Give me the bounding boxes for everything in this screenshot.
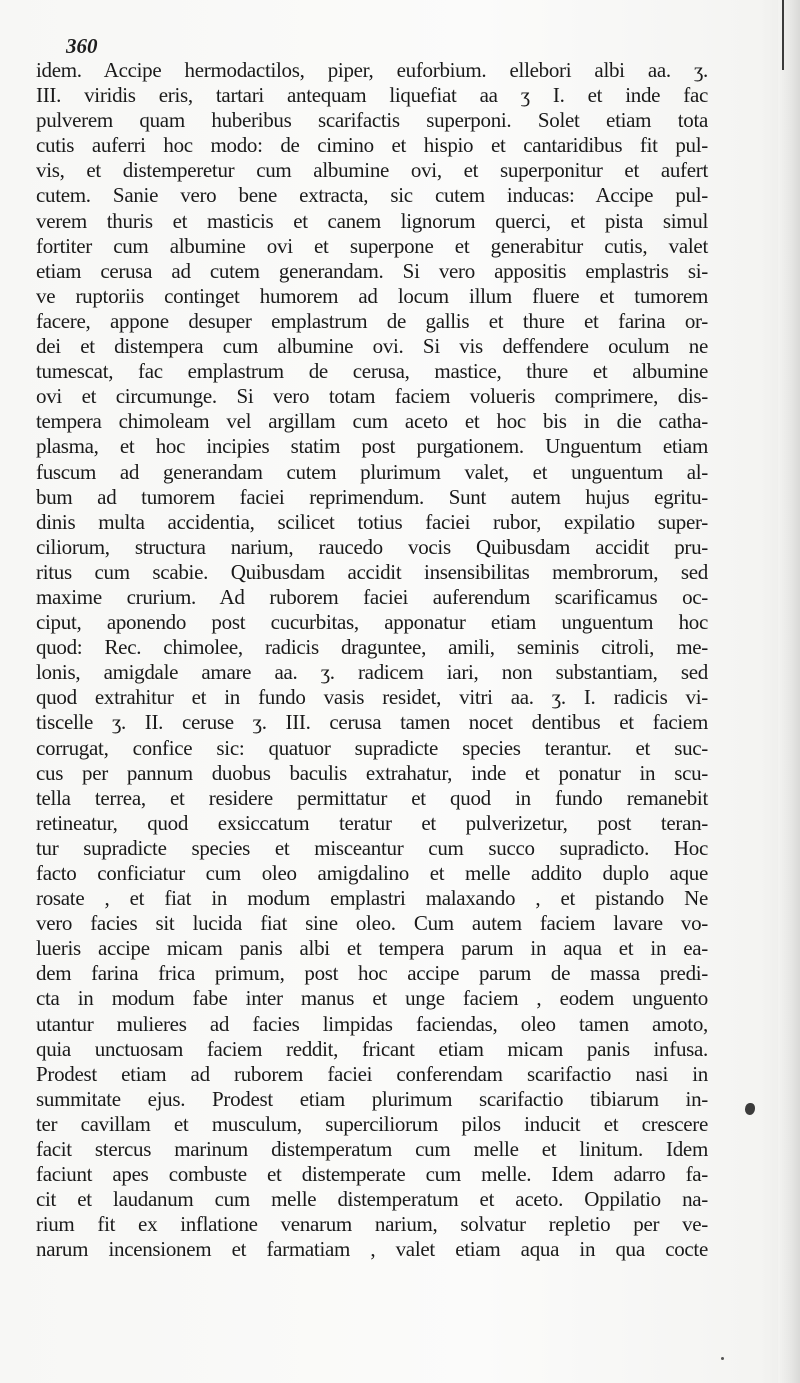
text-line: Prodest etiam ad ruborem faciei conferendam scarifactio nasi in <box>36 1061 708 1086</box>
text-line: cta in modum fabe inter manus et unge faciem , eodem unguento <box>36 986 708 1011</box>
gutter-line <box>782 0 784 70</box>
text-line: fortiter cum albumine ovi et superpone et generabitur cutis, valet <box>36 233 708 258</box>
text-line: ve ruptoriis continget humorem ad locum illum fluere et tumorem <box>36 283 708 308</box>
text-line: plasma, et hoc incipies statim post purgationem. Unguentum etiam <box>36 434 708 459</box>
text-line: verem thuris et masticis et canem lignorum querci, et pista simul <box>36 208 708 233</box>
text-line: bum ad tumorem faciei reprimendum. Sunt autem hujus egritu- <box>36 484 708 509</box>
text-line: cutem. Sanie vero bene extracta, sic cutem inducas: Accipe pul- <box>36 183 708 208</box>
text-line: tella terrea, et residere permittatur et quod in fundo remanebit <box>36 785 708 810</box>
text-line: maxime crurium. Ad ruborem faciei auferendum scarificamus oc- <box>36 584 708 609</box>
text-line: retineatur, quod exsiccatum teratur et pulverizetur, post teran- <box>36 810 708 835</box>
text-line: ciliorum, structura narium, raucedo vocis Quibusdam accidit pru- <box>36 534 708 559</box>
text-line: faciunt apes combuste et distemperate cum melle. Idem adarro fa- <box>36 1162 708 1187</box>
text-line: quia unctuosam faciem reddit, fricant etiam micam panis infusa. <box>36 1036 708 1061</box>
body-text <box>36 58 708 1263</box>
text-line: vis, et distemperetur cum albumine ovi, et superponitur et aufert <box>36 158 708 183</box>
text-line: facto conficiatur cum oleo amigdalino et melle addito duplo aque <box>36 861 708 885</box>
text-line: dei et distempera cum albumine ovi. Si vis deffendere oculum ne <box>36 334 708 359</box>
text-line: summitate ejus. Prodest etiam plurimum scarifactio tibiarum in- <box>36 1086 708 1111</box>
text-line: cus per pannum duobus baculis extrahatur, inde et ponatur in scu- <box>36 760 708 785</box>
text-line: idem. Accipe hermodactilos, piper, euforbium. ellebori albi aa. ʒ. <box>36 58 708 82</box>
text-line: quod extrahitur et in fundo vasis residet, vitri aa. ʒ. I. radicis vi- <box>36 685 708 710</box>
text-line: quod: Rec. chimolee, radicis draguntee, amili, seminis citroli, me- <box>36 635 708 660</box>
ink-speck-mark <box>721 1357 724 1360</box>
text-line: dem farina frica primum, post hoc accipe parum de massa predi- <box>36 961 708 986</box>
page-gutter-shadow <box>778 0 800 1383</box>
text-line: tempera chimoleam vel argillam cum aceto et hoc bis in die catha- <box>36 409 708 434</box>
text-line: etiam cerusa ad cutem generandam. Si vero appositis emplastris si- <box>36 258 708 283</box>
text-line: tumescat, fac emplastrum de cerusa, mastice, thure et albumine <box>36 359 708 384</box>
text-line: lonis, amigdale amare aa. ʒ. radicem iari, non substantiam, sed <box>36 660 708 685</box>
text-line: cutis auferri hoc modo: de cimino et hispio et cantaridibus fit pul- <box>36 133 708 158</box>
text-line: ovi et circumunge. Si vero totam faciem volueris comprimere, dis- <box>36 384 708 409</box>
text-line: tiscelle ʒ. II. ceruse ʒ. III. cerusa tamen nocet dentibus et faciem <box>36 710 708 735</box>
text-line: vero facies sit lucida fiat sine oleo. Cum autem faciem lavare vo- <box>36 911 708 936</box>
text-line: lueris accipe micam panis albi et tempera parum in aqua et in ea- <box>36 936 708 961</box>
ink-blot-mark <box>745 1103 755 1115</box>
text-line: cit et laudanum cum melle distemperatum et aceto. Oppilatio na- <box>36 1187 708 1212</box>
text-line: fuscum ad generandam cutem plurimum valet, et unguentum al- <box>36 459 708 484</box>
text-line: tur supradicte species et misceantur cum succo supradicto. Hoc <box>36 835 708 860</box>
text-line: pulverem quam huberibus scarifactis superponi. Solet etiam tota <box>36 108 708 133</box>
text-line: facit stercus marinum distemperatum cum melle et linitum. Idem <box>36 1137 708 1162</box>
text-line: narum incensionem et farmatiam , valet etiam aqua in qua cocte <box>36 1237 708 1262</box>
text-line: rosate , et fiat in modum emplastri malaxando , et pistando Ne <box>36 886 708 911</box>
text-line: facere, appone desuper emplastrum de gallis et thure et farina or- <box>36 308 708 333</box>
text-line: ciput, aponendo post cucurbitas, apponatur etiam unguentum hoc <box>36 610 708 635</box>
text-line: corrugat, confice sic: quatuor supradicte species terantur. et suc- <box>36 735 708 760</box>
page-number: 360 <box>66 34 98 58</box>
text-line: rium fit ex inflatione venarum narium, solvatur repletio per ve- <box>36 1212 708 1237</box>
text-line: ritus cum scabie. Quibusdam accidit insensibilitas membrorum, sed <box>36 559 708 584</box>
text-line: utantur mulieres ad facies limpidas faciendas, oleo tamen amoto, <box>36 1011 708 1036</box>
text-line: III. viridis eris, tartari antequam liquefiat aa ʒ I. et inde fac <box>36 83 708 108</box>
text-line: dinis multa accidentia, scilicet totius faciei rubor, expilatio super- <box>36 509 708 534</box>
text-line: ter cavillam et musculum, superciliorum pilos inducit et crescere <box>36 1111 708 1136</box>
